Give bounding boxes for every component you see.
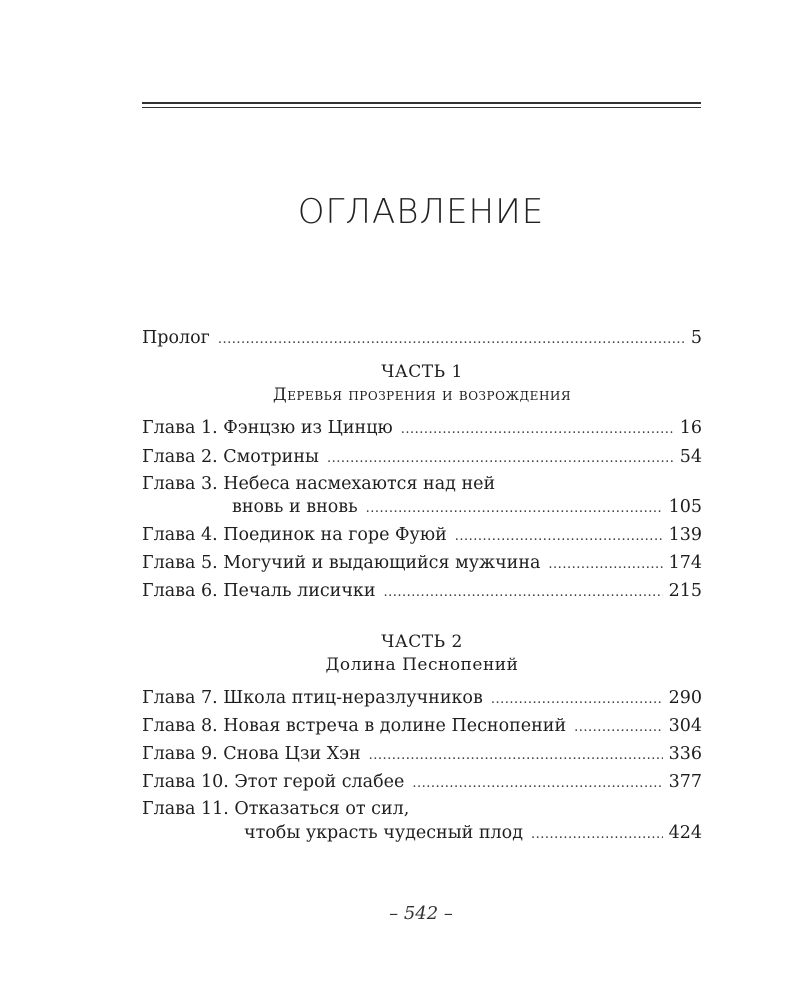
toc-entry-chapter-6[interactable] (142, 581, 702, 605)
leader-dots (491, 692, 663, 707)
page-number: – 542 – (389, 903, 453, 924)
toc-entry-prologue[interactable] (142, 328, 702, 352)
part-1-heading: ЧАСТЬ 1 (381, 362, 463, 382)
leader-dots (531, 827, 663, 842)
leader-dots (327, 451, 674, 466)
leader-dots (574, 720, 662, 735)
leader-dots (369, 748, 663, 763)
toc-entry-chapter-1[interactable] (142, 418, 702, 442)
toc-entry-page: 290 (668, 688, 702, 708)
toc-entry-chapter-7[interactable] (142, 688, 702, 712)
toc-entry-page: 215 (668, 581, 702, 601)
toc-entry-label: Глава 2. Смотрины (142, 447, 319, 467)
toc-entry-chapter-5[interactable] (142, 553, 702, 577)
toc-entry-chapter-9[interactable] (142, 744, 702, 768)
toc-entry-chapter-10[interactable] (142, 772, 702, 796)
toc-entry-page: 174 (668, 553, 702, 573)
toc-entry-page: 304 (668, 716, 702, 736)
toc-entry-chapter-3-line1[interactable]: Глава 3. Небеса насмехаются над ней (142, 474, 496, 494)
toc-entry-label: чтобы украсть чудесный плод (244, 823, 523, 843)
toc-entry-label: Глава 7. Школа птиц-неразлучников (142, 688, 483, 708)
leader-dots (548, 557, 662, 572)
toc-entry-label: Глава 6. Печаль лисички (142, 581, 376, 601)
page-title: ОГЛАВЛЕНИЕ (297, 192, 545, 232)
toc-entry-chapter-3[interactable] (232, 497, 702, 521)
leader-dots (366, 501, 663, 516)
toc-entry-page: 105 (668, 497, 702, 517)
toc-entry-page: 5 (690, 328, 702, 348)
toc-entry-chapter-4[interactable] (142, 525, 702, 549)
toc-entry-label: Глава 9. Снова Цзи Хэн (142, 744, 361, 764)
toc-entry-page: 336 (668, 744, 702, 764)
toc-entry-label: Глава 1. Фэнцзю из Цинцю (142, 418, 393, 438)
toc-entry-chapter-11-line1[interactable]: Глава 11. Отказаться от сил, (142, 799, 410, 819)
toc-entry-label: Глава 10. Этот герой слабее (142, 772, 405, 792)
leader-dots (218, 332, 685, 347)
toc-entry-label: Глава 4. Поединок на горе Фуюй (142, 525, 447, 545)
header-rule-thin (142, 107, 701, 108)
toc-entry-chapter-11[interactable] (244, 823, 702, 847)
leader-dots (412, 776, 662, 791)
part-2-heading: ЧАСТЬ 2 (381, 632, 463, 652)
toc-entry-chapter-2[interactable] (142, 447, 702, 471)
toc-entry-page: 16 (679, 418, 702, 438)
part-2-subheading: Долина Песнопений (325, 655, 519, 675)
toc-entry-page: 139 (668, 525, 702, 545)
leader-dots (384, 585, 663, 600)
header-rule (142, 102, 701, 104)
part-1-subheading: Деревья прозрения и возрождения (272, 385, 572, 405)
toc-entry-chapter-8[interactable] (142, 716, 702, 740)
toc-entry-page: 377 (668, 772, 702, 792)
leader-dots (455, 529, 663, 544)
leader-dots (401, 422, 674, 437)
toc-entry-label: Глава 5. Могучий и выдающийся мужчина (142, 553, 541, 573)
toc-entry-page: 54 (679, 447, 702, 467)
toc-entry-label: Пролог (142, 328, 210, 348)
toc-entry-label: вновь и вновь (232, 497, 358, 517)
toc-entry-page: 424 (668, 823, 702, 843)
toc-entry-label: Глава 8. Новая встреча в долине Песнопений (142, 716, 567, 736)
